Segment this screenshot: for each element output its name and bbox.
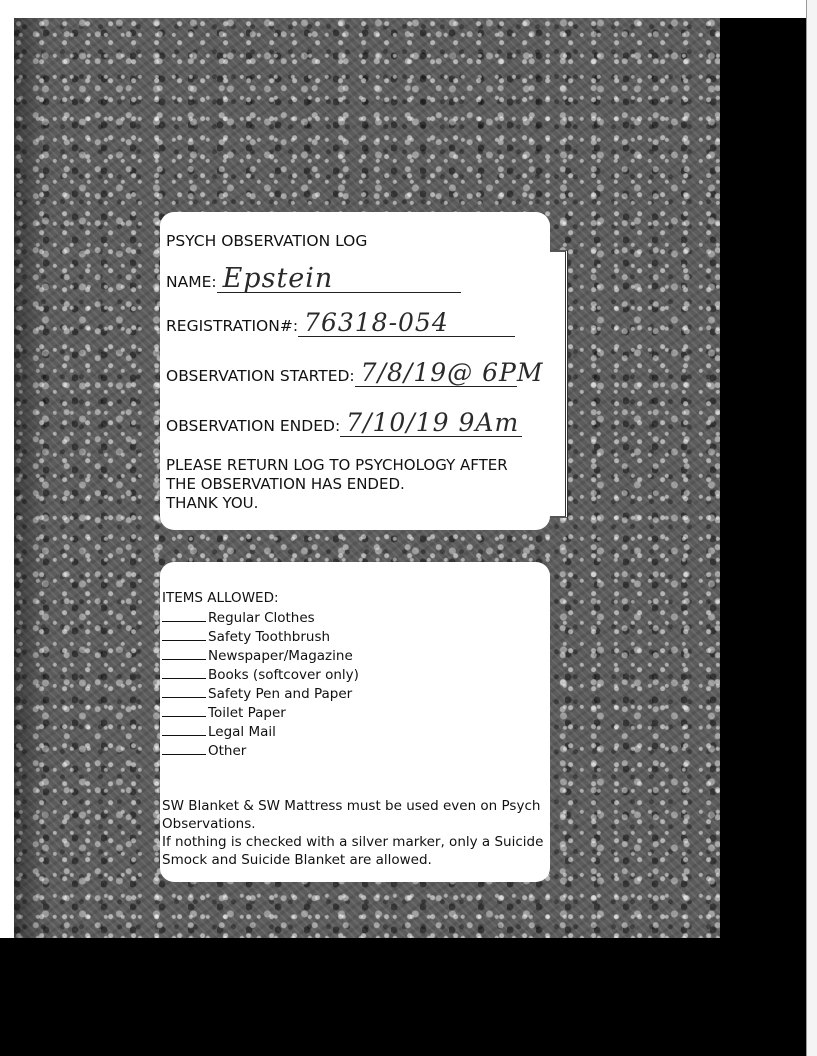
list-item: [162, 722, 359, 741]
return-line-2: THE OBSERVATION HAS ENDED.: [166, 475, 405, 493]
item-label: Books (softcover only): [208, 667, 359, 683]
item-label: Safety Pen and Paper: [208, 686, 353, 702]
log-title: PSYCH OBSERVATION LOG: [166, 232, 368, 250]
return-instructions: [166, 456, 546, 513]
observation-ended-field: [166, 410, 522, 437]
list-item: [162, 741, 359, 760]
checkbox-blank: [162, 665, 206, 679]
mattress-note: SW Blanket & SW Mattress must be used even on Psych Observations.: [162, 798, 541, 832]
return-line-1: PLEASE RETURN LOG TO PSYCHOLOGY AFTER: [166, 456, 508, 474]
silver-marker-note: If nothing is checked with a silver marker, only a Suicide Smock and Suicide Blanket are allowed.: [162, 834, 544, 868]
checkbox-blank: [162, 608, 206, 622]
item-label: Other: [208, 743, 247, 759]
checkbox-blank: [162, 722, 206, 736]
registration-field: [166, 310, 515, 337]
name-value: Epstein: [217, 266, 461, 293]
name-field: [166, 263, 461, 294]
scan-border-bottom: [0, 938, 806, 1056]
checkbox-blank: [162, 627, 206, 641]
checkbox-blank: [162, 646, 206, 660]
registration-value: 76318-054: [298, 310, 515, 337]
checkbox-blank: [162, 684, 206, 698]
list-item: [162, 665, 359, 684]
item-label: Newspaper/Magazine: [208, 648, 353, 664]
list-item: [162, 684, 359, 703]
items-allowed-list: [162, 608, 359, 760]
items-allowed-notes: [162, 797, 548, 869]
list-item: [162, 608, 359, 627]
checkbox-blank: [162, 741, 206, 755]
name-label: NAME:: [166, 273, 217, 291]
observation-started-label: OBSERVATION STARTED:: [166, 367, 355, 385]
observation-log-label: [160, 212, 550, 530]
list-item: [162, 627, 359, 646]
item-label: Safety Toothbrush: [208, 629, 331, 645]
item-label: Legal Mail: [208, 724, 276, 740]
observation-started-field: [166, 358, 544, 387]
observation-ended-value: 7/10/19 9Am: [340, 410, 522, 437]
registration-label: REGISTRATION#:: [166, 317, 299, 335]
observation-ended-label: OBSERVATION ENDED:: [166, 417, 341, 435]
observation-started-value: 7/8/19@ 6PM: [355, 360, 517, 387]
items-allowed-title: ITEMS ALLOWED:: [162, 590, 279, 606]
return-line-3: THANK YOU.: [166, 494, 259, 512]
checkbox-blank: [162, 703, 206, 717]
scan-border-right: [720, 18, 806, 938]
list-item: [162, 646, 359, 665]
item-label: Toilet Paper: [208, 705, 286, 721]
list-item: [162, 703, 359, 722]
items-allowed-label: [160, 562, 550, 882]
page-edge: [806, 0, 817, 1056]
item-label: Regular Clothes: [208, 610, 315, 626]
